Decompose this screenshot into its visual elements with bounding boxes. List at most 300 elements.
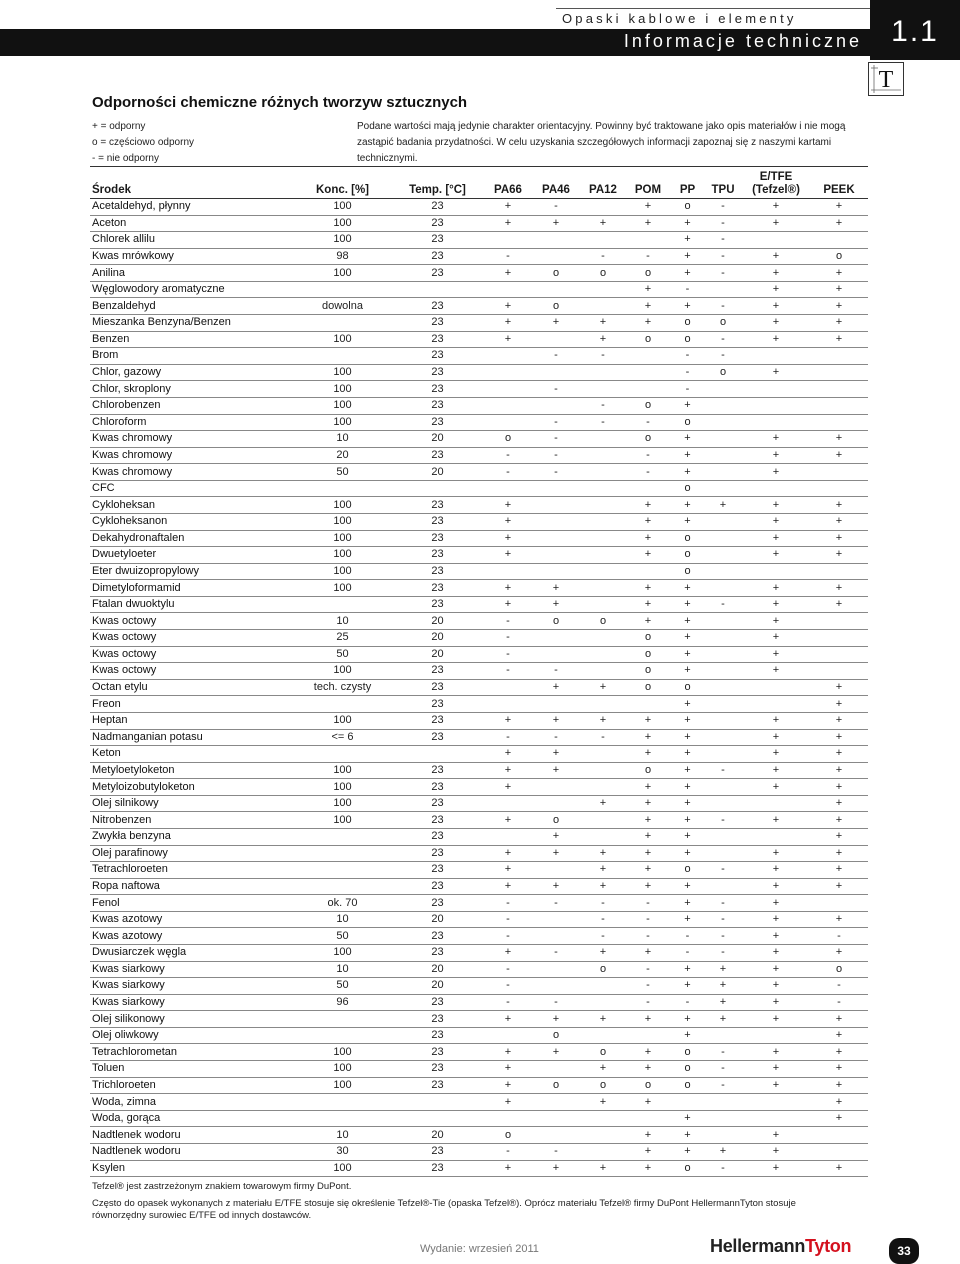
table-cell — [704, 381, 742, 398]
table-row — [90, 994, 868, 1011]
table-cell: 23 — [390, 928, 485, 945]
table-cell: + — [742, 431, 810, 448]
table-cell: + — [625, 281, 671, 298]
table-cell: 100 — [295, 762, 390, 779]
table-cell: - — [581, 348, 625, 365]
table-cell: 100 — [295, 812, 390, 829]
table-row — [90, 746, 868, 763]
table-cell: + — [671, 580, 704, 597]
table-row — [90, 978, 868, 995]
table-cell — [531, 961, 581, 978]
table-cell: 23 — [390, 232, 485, 249]
chemical-name: Kwas azotowy — [90, 928, 295, 945]
table-cell: - — [704, 265, 742, 282]
table-cell: 20 — [390, 646, 485, 663]
table-cell — [295, 862, 390, 879]
table-cell: + — [671, 1127, 704, 1144]
table-cell: + — [810, 911, 868, 928]
table-cell: o — [625, 397, 671, 414]
table-cell: <= 6 — [295, 729, 390, 746]
table-cell — [581, 513, 625, 530]
chemical-name: Cykloheksan — [90, 497, 295, 514]
table-cell: 23 — [390, 580, 485, 597]
table-cell: - — [625, 978, 671, 995]
table-cell: + — [531, 828, 581, 845]
table-cell — [531, 1061, 581, 1078]
chemical-name: Tetrachloroeten — [90, 862, 295, 879]
table-cell: - — [704, 331, 742, 348]
table-cell — [485, 563, 531, 580]
table-cell: 100 — [295, 945, 390, 962]
table-cell — [704, 613, 742, 630]
table-cell — [581, 663, 625, 680]
table-cell: + — [742, 779, 810, 796]
table-cell: 23 — [390, 315, 485, 332]
table-cell: - — [704, 945, 742, 962]
table-cell — [581, 812, 625, 829]
column-header: PP — [671, 167, 704, 199]
table-cell: 23 — [390, 895, 485, 912]
table-cell: + — [742, 630, 810, 647]
table-cell: - — [704, 1077, 742, 1094]
table-cell — [581, 497, 625, 514]
table-cell: + — [810, 712, 868, 729]
table-cell — [704, 679, 742, 696]
legend-resistant: + = odporny — [92, 121, 146, 132]
table-cell: 100 — [295, 199, 390, 216]
chemical-name: Woda, gorąca — [90, 1110, 295, 1127]
table-cell — [810, 364, 868, 381]
chemical-name: Olej parafinowy — [90, 845, 295, 862]
table-row — [90, 447, 868, 464]
table-cell — [625, 381, 671, 398]
table-row — [90, 1127, 868, 1144]
table-cell: - — [625, 895, 671, 912]
chemical-name: Mieszanka Benzyna/Benzen — [90, 315, 295, 332]
table-cell: + — [810, 696, 868, 713]
table-row — [90, 265, 868, 282]
table-cell: - — [625, 248, 671, 265]
table-cell: + — [742, 298, 810, 315]
table-row — [90, 795, 868, 812]
table-cell: o — [704, 364, 742, 381]
table-cell: 30 — [295, 1143, 390, 1160]
table-cell: 10 — [295, 961, 390, 978]
table-cell — [742, 1094, 810, 1111]
table-cell: - — [704, 862, 742, 879]
table-cell — [581, 298, 625, 315]
table-cell: 23 — [390, 1044, 485, 1061]
table-cell: + — [671, 911, 704, 928]
table-cell: + — [625, 580, 671, 597]
table-row — [90, 828, 868, 845]
table-cell: + — [581, 1094, 625, 1111]
table-cell: + — [625, 746, 671, 763]
table-cell — [704, 530, 742, 547]
chemical-name: Olej oliwkowy — [90, 1027, 295, 1044]
table-cell: + — [810, 812, 868, 829]
table-cell: + — [485, 513, 531, 530]
table-cell — [485, 348, 531, 365]
table-cell — [485, 795, 531, 812]
table-cell — [742, 397, 810, 414]
table-cell — [625, 348, 671, 365]
column-header: E/TFE (Tefzel®) — [742, 167, 810, 199]
table-cell: + — [742, 1077, 810, 1094]
table-cell — [810, 397, 868, 414]
table-cell: + — [742, 994, 810, 1011]
table-cell: - — [485, 447, 531, 464]
table-cell: + — [742, 464, 810, 481]
table-cell: + — [671, 431, 704, 448]
table-cell: + — [581, 331, 625, 348]
table-cell: + — [704, 497, 742, 514]
column-header: PEEK — [810, 167, 868, 199]
table-cell — [581, 381, 625, 398]
table-cell: 23 — [390, 795, 485, 812]
table-cell — [810, 348, 868, 365]
table-cell: o — [671, 679, 704, 696]
table-cell: + — [704, 994, 742, 1011]
table-cell: + — [625, 712, 671, 729]
table-cell — [531, 1110, 581, 1127]
table-cell: 23 — [390, 215, 485, 232]
table-cell: + — [531, 580, 581, 597]
table-cell: o — [625, 265, 671, 282]
table-cell: 23 — [390, 547, 485, 564]
table-cell: + — [485, 215, 531, 232]
chemical-name: Eter dwuizopropylowy — [90, 563, 295, 580]
table-cell: + — [742, 712, 810, 729]
table-cell — [810, 232, 868, 249]
table-row — [90, 845, 868, 862]
table-cell: o — [531, 265, 581, 282]
table-row — [90, 248, 868, 265]
table-cell — [531, 630, 581, 647]
table-body — [90, 199, 868, 1177]
table-cell: + — [671, 696, 704, 713]
table-cell: + — [742, 1127, 810, 1144]
table-cell: - — [671, 928, 704, 945]
table-cell: + — [742, 961, 810, 978]
chemical-name: Aceton — [90, 215, 295, 232]
table-cell: + — [485, 862, 531, 879]
table-cell: o — [671, 331, 704, 348]
table-cell — [704, 1127, 742, 1144]
table-cell: - — [704, 812, 742, 829]
table-row — [90, 298, 868, 315]
table-row — [90, 563, 868, 580]
table-cell — [742, 563, 810, 580]
table-cell: + — [671, 845, 704, 862]
table-cell: - — [485, 729, 531, 746]
table-cell: - — [485, 994, 531, 1011]
table-cell: + — [671, 265, 704, 282]
table-cell: - — [704, 232, 742, 249]
table-cell — [390, 746, 485, 763]
table-cell: + — [742, 596, 810, 613]
table-cell: + — [742, 762, 810, 779]
table-cell: + — [625, 845, 671, 862]
table-cell: + — [704, 1143, 742, 1160]
table-cell: + — [581, 862, 625, 879]
table-cell: - — [625, 414, 671, 431]
table-cell: + — [581, 679, 625, 696]
table-cell: + — [625, 729, 671, 746]
table-row — [90, 646, 868, 663]
table-row — [90, 911, 868, 928]
table-cell: 10 — [295, 1127, 390, 1144]
chemical-name: Kwas siarkowy — [90, 978, 295, 995]
table-cell — [295, 1094, 390, 1111]
chemical-name: Kwas chromowy — [90, 431, 295, 448]
table-cell: - — [625, 961, 671, 978]
footnote-tefzel: Często do opasek wykonanych z materiału E/TFE stosuje się określenie Tefzel®-Tie (opaska Tefzel®). Oprócz materiału Tefzel® firmy DuPont HellermannTyton stosuje równorzędny surowiec E/TFE od innych dostawców. — [92, 1198, 796, 1221]
table-cell: + — [485, 1044, 531, 1061]
table-cell — [390, 1110, 485, 1127]
table-cell: + — [625, 795, 671, 812]
table-cell: + — [625, 497, 671, 514]
table-cell: + — [625, 1061, 671, 1078]
table-cell: 10 — [295, 911, 390, 928]
legend — [92, 119, 194, 167]
table-cell: + — [581, 878, 625, 895]
table-cell — [810, 1143, 868, 1160]
table-cell — [485, 1110, 531, 1127]
table-cell: + — [581, 1011, 625, 1028]
table-cell: o — [671, 199, 704, 216]
table-cell: o — [625, 762, 671, 779]
table-cell: + — [581, 1061, 625, 1078]
table-cell: 23 — [390, 348, 485, 365]
table-cell: + — [485, 331, 531, 348]
table-cell — [704, 746, 742, 763]
table-cell: 96 — [295, 994, 390, 1011]
table-row — [90, 679, 868, 696]
table-cell: + — [485, 580, 531, 597]
chemical-name: CFC — [90, 480, 295, 497]
table-cell: + — [625, 298, 671, 315]
table-cell: 23 — [390, 812, 485, 829]
table-cell — [581, 232, 625, 249]
table-cell: + — [810, 878, 868, 895]
chemical-name: Ksylen — [90, 1160, 295, 1177]
chemical-name: Acetaldehyd, płynny — [90, 199, 295, 216]
table-row — [90, 381, 868, 398]
chemical-name: Heptan — [90, 712, 295, 729]
table-row — [90, 961, 868, 978]
table-cell — [704, 712, 742, 729]
table-row — [90, 397, 868, 414]
table-row — [90, 762, 868, 779]
table-cell: + — [485, 298, 531, 315]
table-cell: o — [671, 414, 704, 431]
table-cell: + — [485, 762, 531, 779]
table-row — [90, 630, 868, 647]
table-cell: 23 — [390, 679, 485, 696]
table-cell: - — [485, 928, 531, 945]
table-cell — [531, 1094, 581, 1111]
table-cell: + — [531, 762, 581, 779]
table-cell: o — [581, 613, 625, 630]
table-cell: + — [742, 812, 810, 829]
table-cell: 50 — [295, 464, 390, 481]
table-cell — [704, 845, 742, 862]
table-cell — [581, 580, 625, 597]
table-cell: 23 — [390, 945, 485, 962]
table-row — [90, 199, 868, 216]
table-cell — [531, 862, 581, 879]
table-cell — [531, 248, 581, 265]
table-cell — [704, 580, 742, 597]
section-number: 1.1 — [870, 0, 960, 60]
table-cell: + — [581, 945, 625, 962]
table-cell: + — [810, 795, 868, 812]
table-cell: + — [485, 530, 531, 547]
table-cell: + — [485, 812, 531, 829]
table-cell: + — [742, 862, 810, 879]
table-row — [90, 215, 868, 232]
column-header: Środek — [90, 167, 295, 199]
table-cell — [485, 696, 531, 713]
table-cell: - — [485, 613, 531, 630]
table-cell: 20 — [390, 961, 485, 978]
table-cell: - — [531, 994, 581, 1011]
table-cell — [742, 232, 810, 249]
table-cell — [485, 364, 531, 381]
table-cell — [531, 497, 581, 514]
table-cell: - — [671, 364, 704, 381]
table-cell: - — [704, 1160, 742, 1177]
table-cell: - — [581, 397, 625, 414]
table-cell — [295, 1110, 390, 1127]
chemical-name: Trichloroeten — [90, 1077, 295, 1094]
table-cell: 23 — [390, 1077, 485, 1094]
chemical-resistance-table — [90, 166, 868, 1177]
chemical-name: Chlor, gazowy — [90, 364, 295, 381]
chemical-name: Dwusiarczek węgla — [90, 945, 295, 962]
table-cell — [581, 530, 625, 547]
table-cell: + — [625, 199, 671, 216]
table-cell: + — [742, 1143, 810, 1160]
table-cell — [704, 663, 742, 680]
table-row — [90, 281, 868, 298]
table-cell: + — [810, 1110, 868, 1127]
table-cell: + — [704, 978, 742, 995]
table-cell: + — [625, 315, 671, 332]
chemical-name: Nadtlenek wodoru — [90, 1143, 295, 1160]
chemical-name: Dwuetyloeter — [90, 547, 295, 564]
table-cell: - — [485, 961, 531, 978]
table-cell: + — [742, 364, 810, 381]
chemical-name: Cykloheksanon — [90, 513, 295, 530]
table-cell: - — [581, 729, 625, 746]
table-cell: + — [485, 1094, 531, 1111]
table-row — [90, 232, 868, 249]
table-cell — [531, 364, 581, 381]
table-cell: + — [810, 199, 868, 216]
table-row — [90, 696, 868, 713]
table-cell — [581, 364, 625, 381]
table-cell: + — [671, 215, 704, 232]
table-cell — [581, 480, 625, 497]
table-cell: 23 — [390, 828, 485, 845]
table-cell: + — [810, 862, 868, 879]
table-cell — [581, 281, 625, 298]
table-cell — [531, 696, 581, 713]
table-row — [90, 1160, 868, 1177]
table-cell: + — [742, 945, 810, 962]
table-cell — [810, 480, 868, 497]
footnotes — [92, 1181, 852, 1222]
table-cell — [485, 828, 531, 845]
table-cell: 23 — [390, 994, 485, 1011]
table-cell: o — [485, 1127, 531, 1144]
table-cell: + — [485, 1160, 531, 1177]
table-header — [90, 167, 868, 199]
table-cell: 23 — [390, 497, 485, 514]
chemical-name: Kwas chromowy — [90, 447, 295, 464]
table-row — [90, 596, 868, 613]
table-cell: - — [581, 928, 625, 945]
table-cell: 23 — [390, 298, 485, 315]
table-cell: + — [671, 1110, 704, 1127]
table-cell: 10 — [295, 613, 390, 630]
table-cell: + — [742, 447, 810, 464]
table-cell — [485, 480, 531, 497]
table-row — [90, 1011, 868, 1028]
table-cell: + — [671, 464, 704, 481]
table-cell: + — [671, 762, 704, 779]
table-cell: + — [810, 1027, 868, 1044]
table-cell: - — [704, 596, 742, 613]
table-cell: 23 — [390, 779, 485, 796]
table-cell: 23 — [390, 596, 485, 613]
table-cell: - — [485, 911, 531, 928]
table-cell — [704, 828, 742, 845]
table-row — [90, 729, 868, 746]
table-cell: + — [485, 1077, 531, 1094]
table-cell: 23 — [390, 381, 485, 398]
chemical-name: Dimetyloformamid — [90, 580, 295, 597]
table-cell — [581, 630, 625, 647]
table-cell — [531, 480, 581, 497]
table-row — [90, 895, 868, 912]
table-cell — [295, 1011, 390, 1028]
table-row — [90, 348, 868, 365]
table-cell: + — [810, 298, 868, 315]
table-cell: - — [671, 994, 704, 1011]
table-cell: + — [742, 281, 810, 298]
table-cell: + — [671, 596, 704, 613]
chemical-name: Metyloizobutyloketon — [90, 779, 295, 796]
table-cell: + — [485, 746, 531, 763]
table-cell: + — [742, 895, 810, 912]
chemical-name: Freon — [90, 696, 295, 713]
table-cell: + — [671, 663, 704, 680]
table-cell: - — [531, 414, 581, 431]
table-cell: o — [671, 1061, 704, 1078]
table-cell: + — [485, 779, 531, 796]
table-row — [90, 812, 868, 829]
table-cell: + — [625, 1127, 671, 1144]
table-cell: 23 — [390, 712, 485, 729]
table-cell — [704, 779, 742, 796]
table-cell: 23 — [390, 513, 485, 530]
chemical-name: Brom — [90, 348, 295, 365]
table-cell: - — [625, 928, 671, 945]
table-cell: o — [810, 248, 868, 265]
